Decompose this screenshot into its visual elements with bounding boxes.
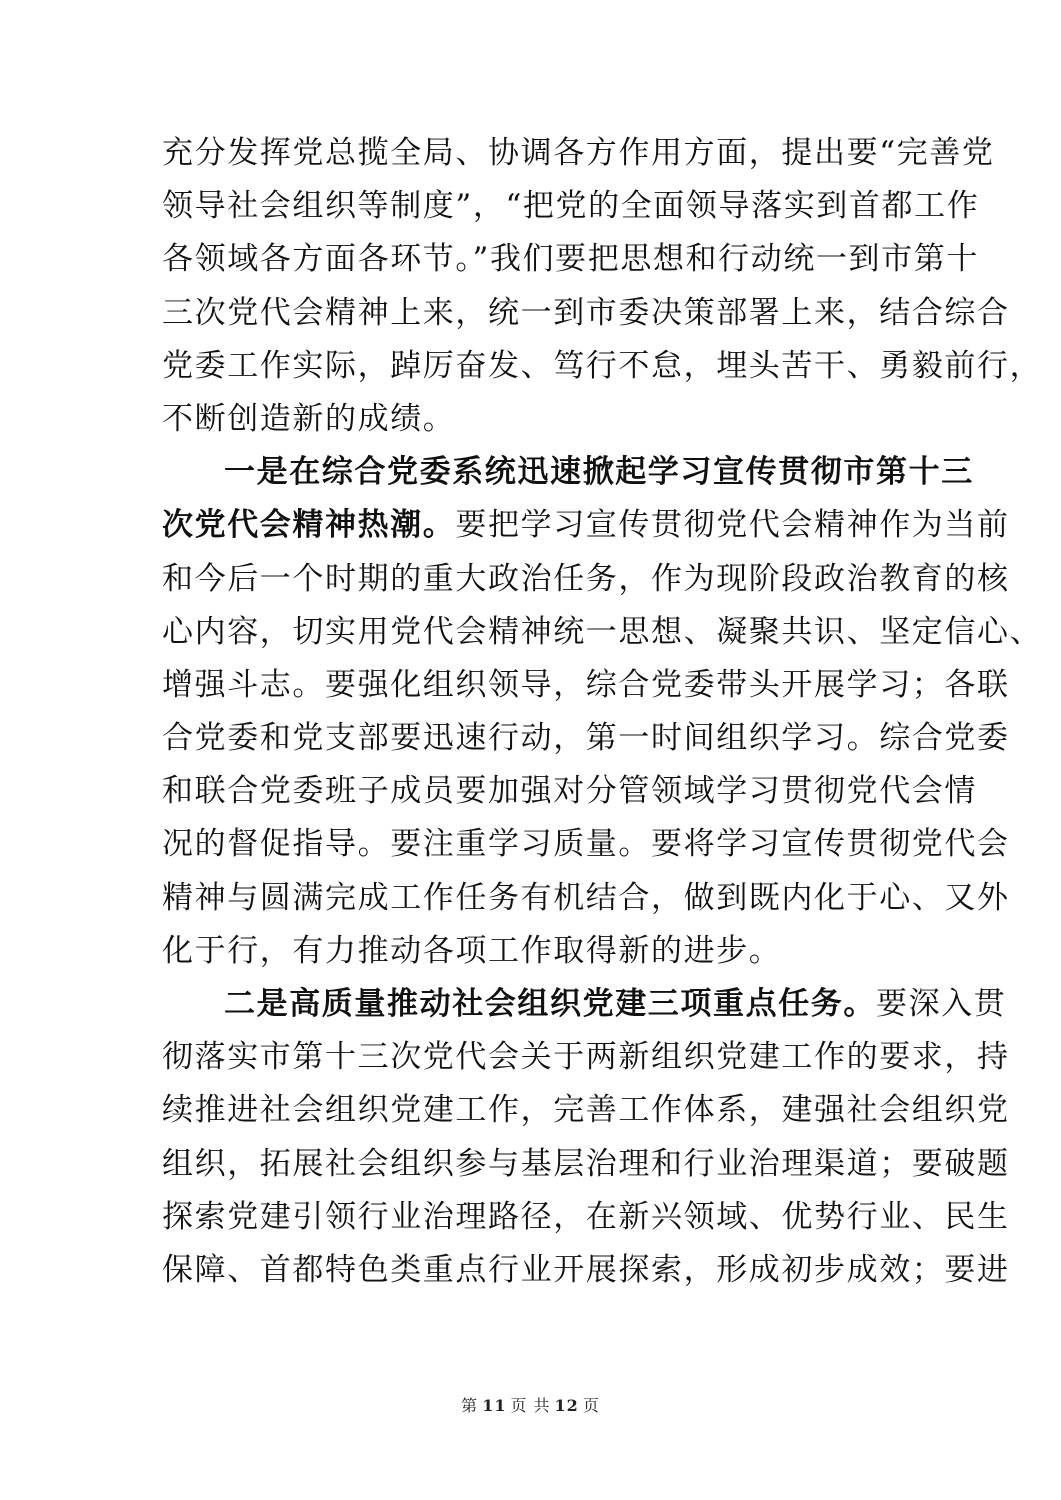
line-text: 探索党建引领行业治理路径，在新兴领域、优势行业、民生 [162,1198,1010,1235]
line-text: 续推进社会组织党建工作，完善工作体系，建强社会组织党 [162,1092,1010,1129]
line-text: 各领域各方面各环节。”我们要把思想和行动统一到市第十 [162,241,979,278]
text-line [162,1084,1010,1137]
line-text: 和联合党委班子成员要加强对分管领域学习贯彻党代会情 [162,773,977,810]
text-line [162,180,980,233]
line-text: 彻落实市第十三次党代会关于两新组织党建工作的要求，持 [162,1039,1010,1076]
text-line [162,127,995,180]
line-text: 合党委和党支部要迅速行动，第一时间组织学习。综合党委 [162,720,1010,757]
line-text: 精神与圆满完成工作任务有机结合，做到既内化于心、又外 [162,879,1010,916]
line-text: 化于行，有力推动各项工作取得新的进步。 [162,932,782,969]
line-text: 领导社会组织等制度”，“把党的全面领导落实到首都工作 [162,188,980,225]
body-text [162,127,1043,1297]
bold-heading: 一是在综合党委系统迅速掀起学习宣传贯彻市第十三 [224,454,974,491]
text-line [162,287,1010,340]
text-line [162,446,974,499]
line-text: 心内容，切实用党代会精神统一思想、凝聚共识、坚定信心、 [162,613,1043,650]
text-line [162,1138,1010,1191]
text-line [162,606,1043,659]
line-text: 和今后一个时期的重大政治任务，作为现阶段政治教育的核 [162,560,1010,597]
text-line [162,233,979,286]
footer-prefix: 第 [461,1396,479,1415]
line-text: 保障、首都特色类重点行业开展探索，形成初步成效；要进 [162,1251,1010,1288]
footer-suffix: 页 [582,1396,600,1415]
bold-heading: 二是高质量推动社会组织党建三项重点任务。 [224,986,876,1022]
text-line [162,765,977,818]
page-footer [0,1393,1061,1416]
line-text: 充分发挥党总揽全局、协调各方作用方面，提出要“完善党 [162,135,995,171]
text-line [162,340,1043,393]
line-text: 党委工作实际，踔厉奋发、笃行不怠，埋头苦干、勇毅前行， [162,347,1043,384]
text-line [162,659,1010,712]
text-line [162,818,1010,871]
footer-current-page: 11 [482,1396,507,1415]
line-text: 组织，拓展社会组织参与基层治理和行业治理渠道；要破题 [162,1145,1010,1182]
line-text: 增强斗志。要强化组织领导，综合党委带头开展学习；各联 [162,666,1010,703]
line-text: 不断创造新的成绩。 [162,400,456,437]
text-line [162,553,1010,606]
line-text: 要把学习宣传贯彻党代会精神作为当前 [455,507,1010,544]
bold-heading: 次党代会精神热潮。 [162,507,456,544]
text-line [162,978,1007,1031]
text-line [162,712,1010,765]
footer-total-pages: 12 [554,1396,579,1415]
text-line [162,925,902,978]
footer-middle: 页 共 [510,1396,551,1415]
text-line [162,1191,1010,1244]
line-text: 况的督促指导。要注重学习质量。要将学习宣传贯彻党代会 [162,826,1010,863]
text-line [162,872,1010,925]
text-line [162,1244,1010,1297]
text-line [162,499,1010,552]
text-line [162,1031,1010,1084]
line-text: 三次党代会精神上来，统一到市委决策部署上来，结合综合 [162,294,1010,331]
text-line [162,393,902,446]
line-text: 要深入贯 [876,986,1007,1022]
